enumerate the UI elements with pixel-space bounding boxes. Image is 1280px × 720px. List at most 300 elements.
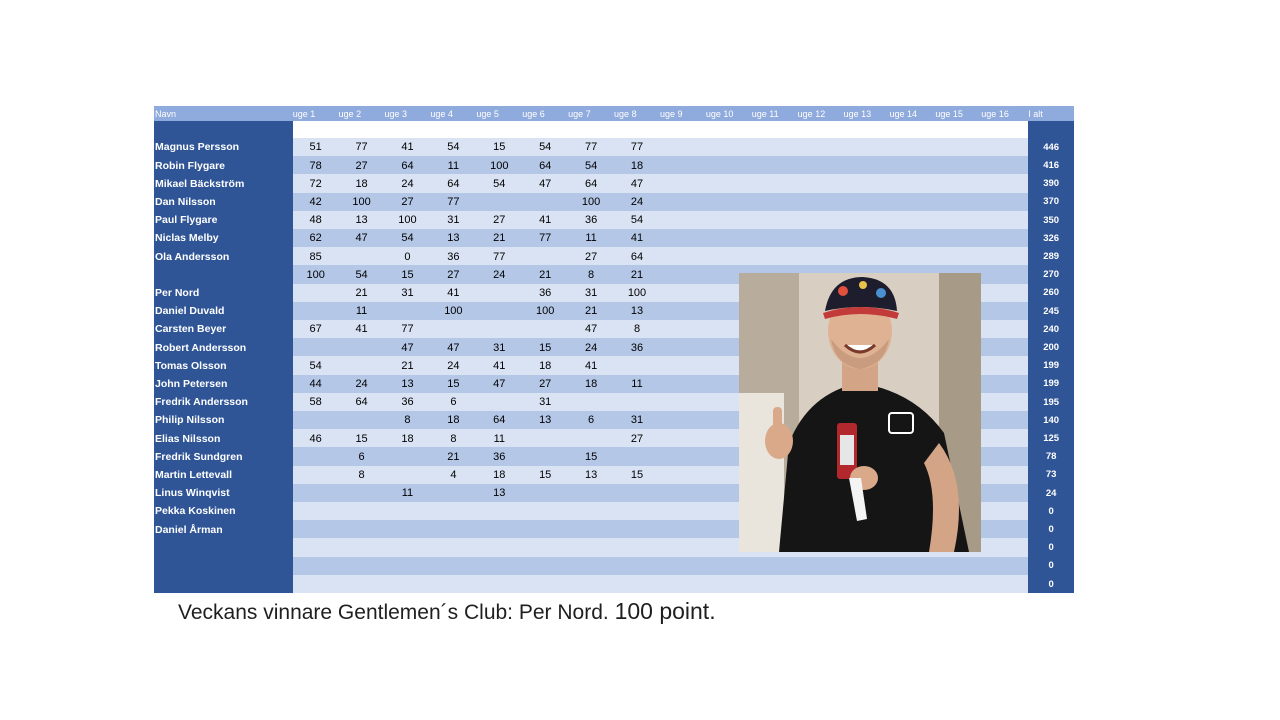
score-cell [935,247,981,266]
score-cell [430,484,476,503]
score-cell [889,138,935,157]
score-cell: 8 [339,466,385,485]
score-cell [935,211,981,230]
score-cell: 13 [339,211,385,230]
player-name: Fredrik Sundgren [154,447,293,466]
player-name: Mikael Bäckström [154,174,293,193]
score-cell [935,156,981,175]
score-cell: 27 [476,211,522,230]
score-cell: 64 [385,156,431,175]
score-cell [568,429,614,448]
score-cell [660,538,706,557]
player-name: Per Nord [154,284,293,303]
score-cell [981,575,1027,594]
score-cell [981,193,1027,212]
player-name: Niclas Melby [154,229,293,248]
table-spacer-row [154,121,1074,138]
winner-photo [739,273,981,552]
score-cell: 54 [385,229,431,248]
score-cell: 77 [614,138,660,157]
score-cell: 21 [522,265,568,284]
score-cell [889,211,935,230]
score-cell [981,211,1027,230]
spacer-cell [752,121,798,138]
score-cell: 77 [522,229,568,248]
score-cell: 47 [476,375,522,394]
spacer-cell [476,121,522,138]
score-cell [568,502,614,521]
score-cell: 18 [614,156,660,175]
player-total: 245 [1028,302,1074,321]
score-cell [660,484,706,503]
score-cell [752,229,798,248]
score-cell [476,575,522,594]
player-total: 0 [1028,538,1074,557]
header-week: uge 1 [293,106,339,121]
score-cell [981,338,1027,357]
player-name [154,557,293,576]
header-week: uge 6 [522,106,568,121]
score-cell: 13 [476,484,522,503]
score-cell [706,138,752,157]
score-cell [798,174,844,193]
score-cell: 24 [385,174,431,193]
score-cell: 11 [385,484,431,503]
score-cell: 47 [568,320,614,339]
score-cell [798,247,844,266]
score-cell: 41 [522,211,568,230]
score-cell: 47 [522,174,568,193]
score-cell [981,502,1027,521]
score-cell [798,138,844,157]
score-cell: 36 [614,338,660,357]
player-name: Pekka Koskinen [154,502,293,521]
score-cell: 42 [293,193,339,212]
player-total: 270 [1028,265,1074,284]
score-cell [981,265,1027,284]
score-cell: 85 [293,247,339,266]
score-cell [339,411,385,430]
player-total: 199 [1028,375,1074,394]
score-cell [660,156,706,175]
spacer-cell [385,121,431,138]
player-name[interactable] [154,265,293,284]
score-cell [614,447,660,466]
score-cell [660,229,706,248]
score-cell [430,520,476,539]
score-cell [889,247,935,266]
score-cell [935,138,981,157]
header-week: uge 3 [385,106,431,121]
score-cell [889,156,935,175]
score-cell: 27 [522,375,568,394]
score-cell [614,484,660,503]
score-cell [935,575,981,594]
player-total: 73 [1028,466,1074,485]
score-cell [660,338,706,357]
score-cell: 54 [430,138,476,157]
score-cell [293,411,339,430]
score-cell [981,356,1027,375]
player-total: 240 [1028,320,1074,339]
score-cell: 15 [568,447,614,466]
score-cell [798,575,844,594]
score-cell [385,520,431,539]
score-cell: 47 [339,229,385,248]
score-cell [476,520,522,539]
spacer-total [1028,121,1074,138]
score-cell [293,520,339,539]
score-cell [522,484,568,503]
score-cell: 8 [568,265,614,284]
score-cell [568,393,614,412]
score-cell [935,193,981,212]
score-cell: 13 [568,466,614,485]
score-cell [798,193,844,212]
score-cell [660,193,706,212]
table-row [154,247,1074,266]
player-total: 200 [1028,338,1074,357]
header-week: uge 7 [568,106,614,121]
table-row [154,193,1074,212]
score-cell [660,265,706,284]
score-cell [293,538,339,557]
score-cell: 21 [339,284,385,303]
score-cell: 77 [476,247,522,266]
score-cell: 21 [476,229,522,248]
score-cell [293,447,339,466]
table-row [154,229,1074,248]
score-cell [293,502,339,521]
score-cell [522,538,568,557]
header-name: Navn [154,106,293,121]
player-name: Daniel Duvald [154,302,293,321]
score-cell: 6 [430,393,476,412]
score-cell [935,557,981,576]
spacer-cell [430,121,476,138]
score-cell: 100 [476,156,522,175]
score-cell [476,557,522,576]
caption-points: 100 point. [614,598,716,624]
score-cell [293,466,339,485]
score-cell [339,538,385,557]
score-cell [706,211,752,230]
score-cell [752,138,798,157]
score-cell: 31 [568,284,614,303]
score-cell [339,484,385,503]
score-cell [752,156,798,175]
player-name [154,575,293,594]
header-week: uge 11 [752,106,798,121]
score-cell [568,484,614,503]
score-cell: 24 [430,356,476,375]
spacer-cell [660,121,706,138]
score-cell [981,411,1027,430]
header-total: I alt [1028,106,1074,121]
score-cell [522,502,568,521]
score-cell [568,520,614,539]
score-cell [660,375,706,394]
score-cell [614,520,660,539]
score-cell: 8 [430,429,476,448]
score-cell [568,575,614,594]
player-total: 199 [1028,356,1074,375]
score-cell: 8 [614,320,660,339]
score-cell: 31 [614,411,660,430]
score-cell [476,538,522,557]
player-total: 125 [1028,429,1074,448]
score-cell: 13 [430,229,476,248]
score-cell [752,211,798,230]
player-name: Elias Nilsson [154,429,293,448]
player-total: 350 [1028,211,1074,230]
score-cell: 15 [339,429,385,448]
player-name: Martin Lettevall [154,466,293,485]
score-cell: 21 [614,265,660,284]
score-cell: 11 [614,375,660,394]
score-cell: 46 [293,429,339,448]
score-cell: 11 [430,156,476,175]
player-name: Philip Nilsson [154,411,293,430]
score-cell [981,447,1027,466]
score-cell: 11 [339,302,385,321]
score-cell [522,520,568,539]
player-name [154,538,293,557]
score-cell: 6 [339,447,385,466]
header-week: uge 12 [798,106,844,121]
score-cell: 21 [568,302,614,321]
score-cell [752,557,798,576]
score-cell [430,320,476,339]
score-cell: 78 [293,156,339,175]
score-cell [614,393,660,412]
score-cell: 36 [522,284,568,303]
score-cell [430,538,476,557]
player-name: Linus Winqvist [154,484,293,503]
score-cell [522,575,568,594]
score-cell: 18 [568,375,614,394]
score-cell [430,557,476,576]
score-cell [614,538,660,557]
score-cell [660,447,706,466]
score-cell [293,484,339,503]
header-week: uge 8 [614,106,660,121]
score-cell: 15 [614,466,660,485]
score-cell [568,557,614,576]
score-cell [660,302,706,321]
score-cell [752,575,798,594]
score-cell [522,247,568,266]
score-cell: 100 [614,284,660,303]
score-cell [844,156,890,175]
score-cell [844,211,890,230]
score-cell [798,229,844,248]
score-cell: 15 [430,375,476,394]
score-cell [660,575,706,594]
score-cell: 54 [339,265,385,284]
score-cell: 77 [430,193,476,212]
player-total: 0 [1028,557,1074,576]
player-total: 370 [1028,193,1074,212]
score-cell: 21 [385,356,431,375]
score-cell [981,247,1027,266]
player-name: Tomas Olsson [154,356,293,375]
header-week: uge 13 [844,106,890,121]
score-cell: 47 [614,174,660,193]
player-total: 416 [1028,156,1074,175]
score-cell: 100 [293,265,339,284]
spacer-cell [935,121,981,138]
score-cell [339,247,385,266]
header-week: uge 16 [981,106,1027,121]
player-name: Fredrik Andersson [154,393,293,412]
score-cell [889,557,935,576]
player-name: Carsten Beyer [154,320,293,339]
score-cell: 31 [476,338,522,357]
player-name: Ola Andersson [154,247,293,266]
score-cell: 27 [339,156,385,175]
score-cell [981,375,1027,394]
score-cell: 64 [522,156,568,175]
score-cell [614,557,660,576]
player-name: Daniel Årman [154,520,293,539]
score-cell: 77 [568,138,614,157]
header-week: uge 4 [430,106,476,121]
player-total: 326 [1028,229,1074,248]
score-cell [660,466,706,485]
score-cell [522,193,568,212]
score-cell [752,174,798,193]
score-cell [844,229,890,248]
player-total: 0 [1028,575,1074,594]
score-cell: 13 [614,302,660,321]
score-cell [935,174,981,193]
score-cell [660,211,706,230]
score-cell [752,247,798,266]
score-cell: 100 [385,211,431,230]
score-cell [889,193,935,212]
score-cell: 6 [568,411,614,430]
score-cell: 27 [430,265,476,284]
score-cell [981,284,1027,303]
score-cell [476,284,522,303]
score-cell: 64 [430,174,476,193]
score-cell: 31 [522,393,568,412]
score-cell [981,538,1027,557]
score-cell [522,320,568,339]
score-cell [981,520,1027,539]
score-cell [476,320,522,339]
header-week: uge 2 [339,106,385,121]
score-cell [293,284,339,303]
score-cell: 44 [293,375,339,394]
score-cell: 77 [385,320,431,339]
score-cell: 15 [476,138,522,157]
player-total: 195 [1028,393,1074,412]
table-row [154,138,1074,157]
score-cell: 64 [339,393,385,412]
score-cell [981,557,1027,576]
score-cell [706,229,752,248]
score-cell [660,502,706,521]
score-cell: 64 [614,247,660,266]
spacer-name [154,121,293,138]
score-cell [981,229,1027,248]
score-cell: 24 [568,338,614,357]
header-week: uge 15 [935,106,981,121]
score-cell [660,284,706,303]
score-cell [844,575,890,594]
player-total: 78 [1028,447,1074,466]
score-cell [706,575,752,594]
score-cell: 41 [568,356,614,375]
score-cell [981,484,1027,503]
player-name: Dan Nilsson [154,193,293,212]
score-cell: 27 [568,247,614,266]
score-cell: 31 [385,284,431,303]
score-cell [614,502,660,521]
score-cell: 58 [293,393,339,412]
player-name: John Petersen [154,375,293,394]
table-row [154,156,1074,175]
score-cell [522,429,568,448]
score-cell: 4 [430,466,476,485]
score-cell: 13 [385,375,431,394]
player-name: Robert Andersson [154,338,293,357]
spacer-cell [706,121,752,138]
score-cell: 18 [339,174,385,193]
score-cell: 31 [430,211,476,230]
score-cell [660,411,706,430]
score-cell [981,429,1027,448]
score-cell: 100 [430,302,476,321]
score-cell: 36 [430,247,476,266]
score-cell: 15 [385,265,431,284]
score-cell: 8 [385,411,431,430]
score-cell: 41 [476,356,522,375]
score-cell: 36 [385,393,431,412]
score-cell: 100 [568,193,614,212]
score-cell [935,229,981,248]
score-cell: 15 [522,338,568,357]
player-total: 0 [1028,520,1074,539]
player-total: 390 [1028,174,1074,193]
score-cell: 51 [293,138,339,157]
score-cell [476,393,522,412]
score-cell [522,447,568,466]
score-cell [706,156,752,175]
score-cell: 18 [385,429,431,448]
score-cell: 36 [476,447,522,466]
player-name: Magnus Persson [154,138,293,157]
player-total: 24 [1028,484,1074,503]
score-cell: 54 [614,211,660,230]
score-cell: 77 [339,138,385,157]
player-total: 446 [1028,138,1074,157]
score-cell [339,502,385,521]
score-cell [385,466,431,485]
table-row [154,211,1074,230]
score-cell [385,538,431,557]
score-cell [981,302,1027,321]
score-cell: 24 [614,193,660,212]
spacer-cell [568,121,614,138]
score-cell: 41 [385,138,431,157]
score-cell [660,520,706,539]
score-cell [568,538,614,557]
score-cell: 54 [568,156,614,175]
table-header-row [154,106,1074,121]
